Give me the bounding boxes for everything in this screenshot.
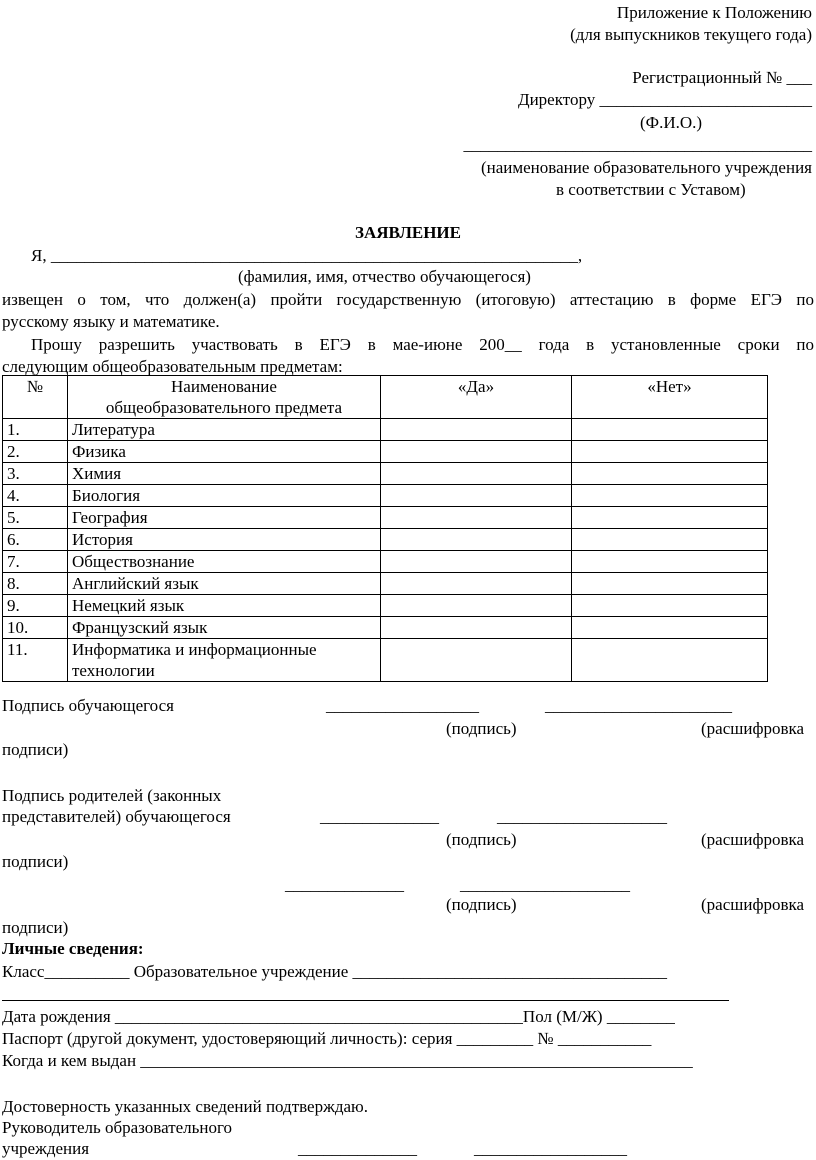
parent-signature-line[interactable]: ______________ (320, 807, 439, 826)
paragraph-notice-line2: русскому языку и математике. (2, 312, 220, 331)
yes-cell[interactable] (381, 507, 572, 529)
issued-by-line[interactable]: Когда и кем выдан _________________________________________________________________ (2, 1051, 693, 1070)
row-subject: Химия (68, 463, 381, 485)
applicant-name-line: Я, ______________________________________________________________, (31, 246, 583, 265)
paragraph-request-line2: следующим общеобразовательным предметам: (2, 357, 343, 376)
yes-cell[interactable] (381, 419, 572, 441)
no-cell[interactable] (572, 419, 768, 441)
header-subject-line2: общеобразовательного предмета (105, 398, 343, 417)
row-subject (68, 639, 381, 682)
header-num: № (3, 376, 68, 419)
table-row (3, 617, 768, 639)
table-row (3, 573, 768, 595)
parent-decode-line[interactable]: ____________________ (497, 807, 667, 826)
document-title: ЗАЯВЛЕНИЕ (354, 223, 461, 242)
no-cell[interactable] (572, 441, 768, 463)
parents-signature-label-line2: представителей) обучающегося (2, 807, 231, 826)
table-row (3, 507, 768, 529)
table-row (3, 485, 768, 507)
table-row (3, 595, 768, 617)
yes-cell[interactable] (381, 573, 572, 595)
decode-caption: (расшифровка (701, 719, 805, 738)
head-label-line2: учреждения (2, 1139, 90, 1158)
yes-cell[interactable] (381, 595, 572, 617)
row-num: 1. (3, 419, 68, 441)
decode-caption: (расшифровка (701, 830, 805, 849)
no-cell[interactable] (572, 573, 768, 595)
row-num: 7. (3, 551, 68, 573)
no-cell[interactable] (572, 485, 768, 507)
personal-info-heading: Личные сведения: (2, 939, 144, 958)
table-row (3, 441, 768, 463)
no-cell[interactable] (572, 617, 768, 639)
header-subject-line1: Наименование (171, 377, 277, 396)
signature-caption: (подпись) (446, 830, 517, 849)
yes-cell[interactable] (381, 485, 572, 507)
yes-cell[interactable] (381, 463, 572, 485)
decode-caption-cont: подписи) (2, 918, 69, 937)
row-num: 6. (3, 529, 68, 551)
birthdate-gender-line[interactable]: Дата рождения ________________________________________________Пол (М/Ж) ________ (2, 1007, 675, 1026)
table-row (3, 419, 768, 441)
table-header-row (3, 376, 768, 419)
org-charter-caption: в соответствии с Уставом) (556, 180, 746, 199)
paragraph-request-line1: Прошу разрешить участвовать в ЕГЭ в мае-июне 200__ года в установленные сроки по (31, 335, 814, 354)
org-name-line: _________________________________________ (463, 135, 812, 154)
row-num: 2. (3, 441, 68, 463)
head-signature-line[interactable]: ______________ (298, 1139, 417, 1158)
table-row (3, 463, 768, 485)
no-cell[interactable] (572, 507, 768, 529)
fio-caption: (Ф.И.О.) (640, 113, 703, 132)
row-num: 8. (3, 573, 68, 595)
no-cell[interactable] (572, 595, 768, 617)
confirmation-text: Достоверность указанных сведений подтверждаю. (2, 1097, 368, 1116)
row-subject: Биология (68, 485, 381, 507)
table-row (3, 551, 768, 573)
head-decode-line[interactable]: __________________ (474, 1139, 627, 1158)
student-signature-line[interactable]: __________________ (326, 696, 479, 715)
student-decode-line[interactable]: ______________________ (545, 696, 732, 715)
graduates-note: (для выпускников текущего года) (570, 25, 812, 44)
parent2-decode-line[interactable]: ____________________ (460, 875, 630, 894)
table-row (3, 639, 768, 682)
row-subject: Английский язык (68, 573, 381, 595)
blank-line (2, 1000, 729, 1001)
yes-cell[interactable] (381, 617, 572, 639)
header-yes: «Да» (381, 376, 572, 419)
row-subject: География (68, 507, 381, 529)
decode-caption-cont: подписи) (2, 740, 69, 759)
student-signature-label: Подпись обучающегося (2, 696, 174, 715)
yes-cell[interactable] (381, 529, 572, 551)
row-subject: История (68, 529, 381, 551)
row-subject: Французский язык (68, 617, 381, 639)
director-line: Директору _________________________ (517, 90, 812, 109)
row-subject: Физика (68, 441, 381, 463)
appendix-line: Приложение к Положению (616, 3, 812, 22)
paragraph-notice-line1: извещен о том, что должен(а) пройти государственную (итоговую) аттестацию в форме ЕГЭ по (2, 290, 814, 309)
row-num: 10. (3, 617, 68, 639)
row-num: 4. (3, 485, 68, 507)
row-num: 9. (3, 595, 68, 617)
no-cell[interactable] (572, 529, 768, 551)
row-num: 11. (3, 639, 68, 682)
parent2-signature-line[interactable]: ______________ (285, 875, 404, 894)
decode-caption-cont: подписи) (2, 852, 69, 871)
passport-line[interactable]: Паспорт (другой документ, удостоверяющий личность): серия _________ № ___________ (2, 1029, 652, 1048)
row-num: 5. (3, 507, 68, 529)
table-row (3, 529, 768, 551)
class-school-line[interactable]: Класс__________ Образовательное учреждение _____________________________________ (2, 962, 668, 981)
subjects-table (2, 375, 768, 682)
no-cell[interactable] (572, 551, 768, 573)
header-subject (68, 376, 381, 419)
yes-cell[interactable] (381, 639, 572, 682)
no-cell[interactable] (572, 463, 768, 485)
header-no: «Нет» (572, 376, 768, 419)
registration-number: Регистрационный № ___ (632, 68, 812, 87)
org-name-caption: (наименование образовательного учреждения (480, 158, 812, 177)
row-num: 3. (3, 463, 68, 485)
row-subject-line2: технологии (72, 661, 155, 680)
applicant-name-caption: (фамилия, имя, отчество обучающегося) (238, 267, 531, 286)
signature-caption: (подпись) (446, 895, 517, 914)
row-subject: Обществознание (68, 551, 381, 573)
decode-caption: (расшифровка (701, 895, 805, 914)
signature-caption: (подпись) (446, 719, 517, 738)
no-cell[interactable] (572, 639, 768, 682)
row-subject: Литература (68, 419, 381, 441)
row-subject-line1: Информатика и информационные (72, 640, 317, 659)
parents-signature-label-line1: Подпись родителей (законных (2, 786, 222, 805)
row-subject: Немецкий язык (68, 595, 381, 617)
head-label-line1: Руководитель образовательного (2, 1118, 233, 1137)
yes-cell[interactable] (381, 441, 572, 463)
yes-cell[interactable] (381, 551, 572, 573)
